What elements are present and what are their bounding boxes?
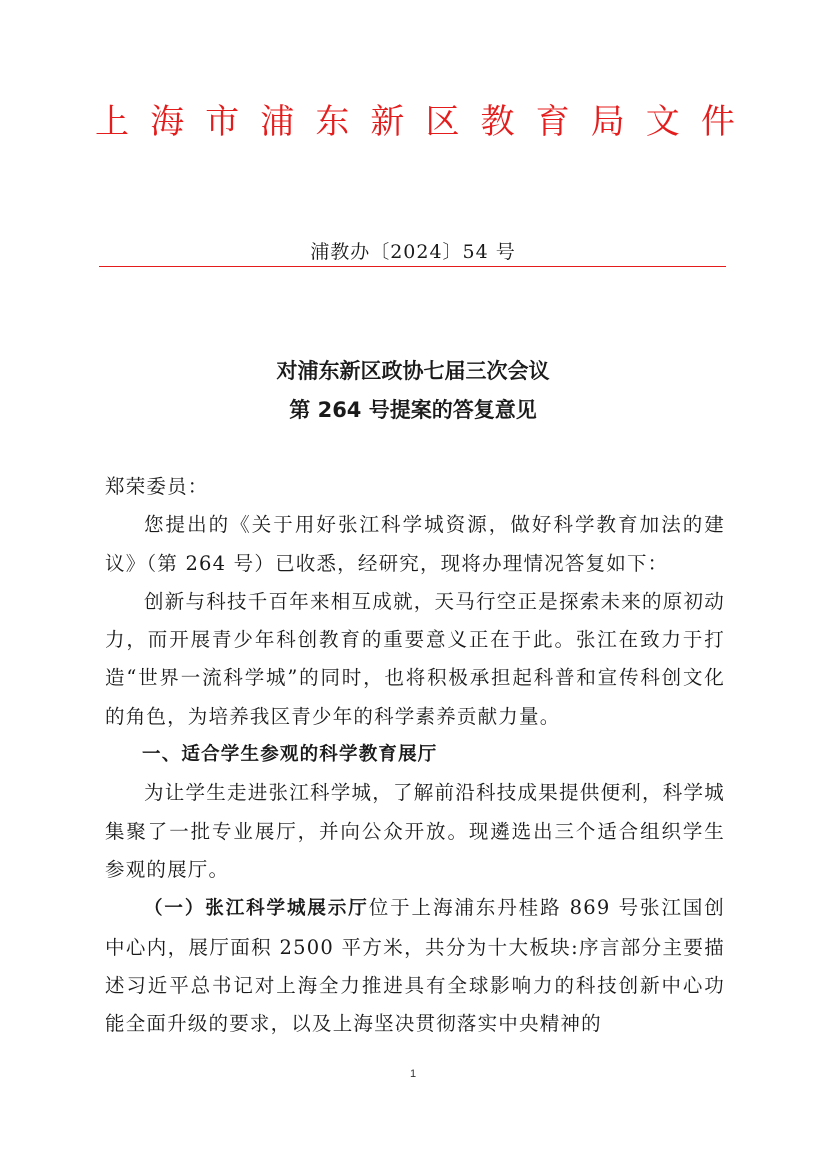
salutation: 郑荣委员： (105, 475, 209, 498)
exhibition-1-description: 位于上海浦东丹桂路 869 号张江国创中心内，展厅面积 2500 平方米，共分为十大板块:序言部分主要描述习近平总书记对上海全力推进具有全球影响力的科技创新中心功能全面升级的要求，以及上海坚决贯彻落实中央精神的 (105, 896, 725, 1036)
issuer-char: 浦 (260, 102, 295, 142)
document-number: 浦教办〔2024〕54 号 (310, 241, 516, 263)
paragraph-background: 创新与科技千百年来相互成就，天马行空正是探索未来的原初动力，而开展青少年科创教育的重要意义正在于此。张江在致力于打造“世界一流科学城”的同时，也将积极承担起科普和宣传科创文化的角色，为培养我区青少年的科学素养贡献力量。 (105, 589, 725, 728)
issuer-char: 区 (425, 102, 460, 142)
header-divider (99, 266, 726, 267)
issuer-char: 新 (370, 102, 405, 142)
document-title (0, 352, 826, 430)
issuer-char: 市 (205, 102, 240, 142)
issuer-char: 局 (590, 102, 625, 142)
exhibition-1-name: （一）张江科学城展示厅 (144, 898, 369, 920)
issuer-char: 文 (645, 102, 680, 142)
issuer-char: 海 (150, 102, 185, 142)
issuer-char: 上 (95, 102, 129, 142)
issuer-header (95, 100, 735, 144)
title-line-2: 第 264 号提案的答复意见 (289, 398, 537, 422)
paragraph-exhibitions: 为让学生走进张江科学城，了解前沿科技成果提供便利，科学城集聚了一批专业展厅，并向公众开放。现遴选出三个适合组织学生参观的展厅。 (105, 781, 725, 881)
page-number: 1 (409, 1068, 417, 1080)
document-body (105, 468, 725, 1043)
paragraph-exhibition-1 (105, 889, 725, 1043)
paragraph-intro: 您提出的《关于用好张江科学城资源，做好科学教育加法的建议》（第 264 号）已收悉，经研究，现将办理情况答复如下： (105, 513, 725, 575)
issuer-char: 东 (315, 102, 350, 142)
section-heading-1: 一、适合学生参观的科学教育展厅 (142, 744, 438, 766)
title-line-1: 对浦东新区政协七届三次会议 (276, 359, 550, 383)
issuer-char: 育 (535, 102, 570, 142)
issuer-char: 教 (480, 102, 515, 142)
issuer-char: 件 (700, 102, 735, 142)
